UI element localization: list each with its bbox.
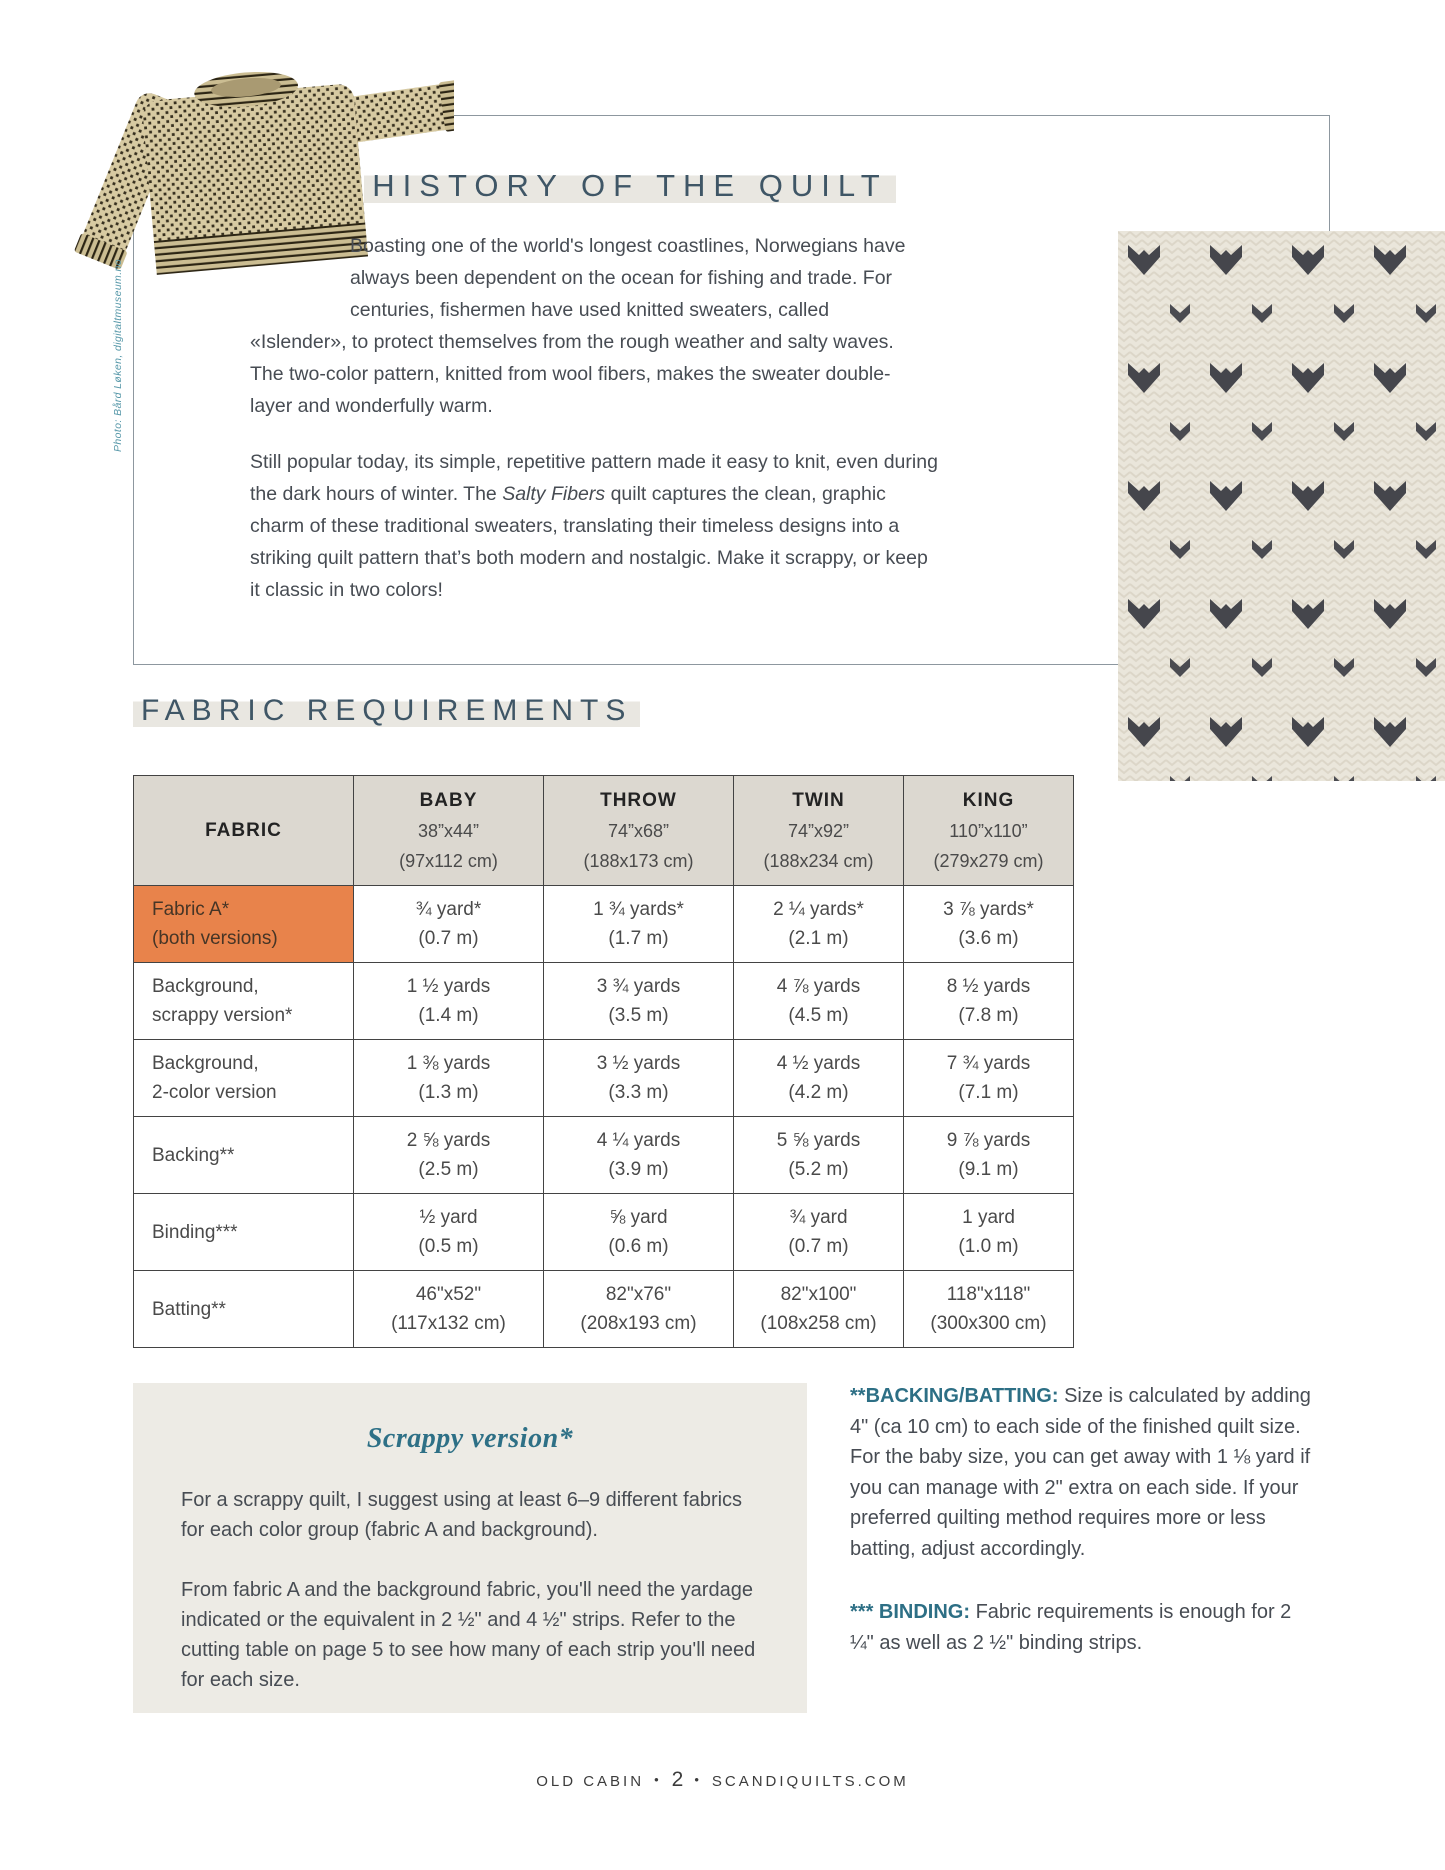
footnotes [850, 1381, 1318, 1658]
cell-value: ½ yard [419, 1207, 478, 1228]
column-size: 74”x92” [787, 820, 850, 841]
column-metric: (188x173 cm) [583, 850, 694, 871]
row-label-background-scrappy: Background, scrappy version* [134, 963, 354, 1040]
cell-metric: (7.8 m) [958, 1005, 1019, 1026]
scrappy-version-box [133, 1383, 807, 1713]
table-cell [904, 1194, 1074, 1271]
cell-metric: (3.5 m) [608, 1005, 669, 1026]
footer-separator: • [654, 1772, 662, 1787]
history-paragraph-2-text: Still popular today, its simple, repetitive pattern made it easy to knit, even during the dark hours of winter. The [250, 451, 938, 505]
history-paragraph-2-text-end: quilt captures the clean, graphic charm of these traditional sweaters, translating their timeless designs into a striking quilt pattern that’s both modern and nostalgic. Make it scrappy, or keep it classic in two colors! [250, 483, 928, 601]
cell-value: 82"x100" [780, 1284, 857, 1305]
table-cell [904, 1117, 1074, 1194]
table-cell [734, 886, 904, 963]
cell-value: 2 ⅝ yards [406, 1130, 491, 1151]
page-number: 2 [671, 1768, 685, 1791]
cell-value: 4 ½ yards [776, 1053, 861, 1074]
cell-value: 8 ½ yards [946, 976, 1031, 997]
table-cell [734, 1271, 904, 1348]
column-name: KING [962, 789, 1015, 811]
table-cell [544, 1040, 734, 1117]
table-cell [734, 1117, 904, 1194]
scrappy-paragraph-1: For a scrappy quilt, I suggest using at least 6–9 different fabrics for each color group (fabric A and background). [181, 1489, 743, 1541]
column-size: 110”x110” [949, 820, 1028, 841]
cell-metric: (5.2 m) [788, 1159, 849, 1180]
footer-collection-name: OLD CABIN [536, 1773, 645, 1790]
text-wrap-spacer [250, 230, 350, 318]
cell-metric: (4.5 m) [788, 1005, 849, 1026]
cell-metric: (108x258 cm) [760, 1313, 877, 1334]
cell-value: 4 ¼ yards [596, 1130, 681, 1151]
table-row-background-2color [134, 1040, 1074, 1117]
binding-text: Fabric requirements is enough for 2 ¼" as well as 2 ½" binding strips. [850, 1601, 1292, 1654]
table-cell [734, 1194, 904, 1271]
cell-value: 1 ½ yards [406, 976, 491, 997]
cell-value: 46"x52" [415, 1284, 482, 1305]
cell-value: 1 ¾ yards* [593, 899, 684, 920]
table-cell [734, 1040, 904, 1117]
row-label-batting: Batting** [134, 1271, 354, 1348]
table-cell [354, 1117, 544, 1194]
footer-website: SCANDIQUILTS.COM [711, 1773, 909, 1790]
cell-metric: (9.1 m) [958, 1159, 1019, 1180]
cell-metric: (2.1 m) [788, 928, 849, 949]
cell-metric: (0.5 m) [418, 1236, 479, 1257]
history-paragraph-1 [250, 230, 928, 422]
cell-value: 82"x76" [605, 1284, 672, 1305]
fabric-requirements-heading [133, 694, 640, 728]
table-row-fabric-a [134, 886, 1074, 963]
column-name: TWIN [792, 789, 845, 811]
fabric-requirements-heading-text: FABRIC REQUIREMENTS [133, 694, 640, 727]
column-header-baby [354, 776, 544, 886]
cell-metric: (300x300 cm) [930, 1313, 1047, 1334]
cell-metric: (0.7 m) [788, 1236, 849, 1257]
table-row-batting [134, 1271, 1074, 1348]
column-metric: (279x279 cm) [933, 850, 1044, 871]
cell-value: ¾ yard* [415, 899, 482, 920]
cell-metric: (4.2 m) [788, 1082, 849, 1103]
footer-separator: • [694, 1772, 702, 1787]
history-title [350, 168, 910, 204]
knit-pattern-photo [1118, 231, 1445, 781]
column-header-king [904, 776, 1074, 886]
knit-pattern-illustration [1118, 231, 1445, 781]
cell-value: 4 ⅞ yards [776, 976, 861, 997]
cell-value: ¾ yard [789, 1207, 848, 1228]
cell-metric: (3.6 m) [958, 928, 1019, 949]
row-label-binding: Binding*** [134, 1194, 354, 1271]
cell-value: 7 ¾ yards [946, 1053, 1031, 1074]
column-name: BABY [419, 789, 478, 811]
table-cell [354, 886, 544, 963]
backing-batting-text: Size is calculated by adding 4" (ca 10 cm) to each side of the finished quilt size. For the baby size, you can get away with 1 ⅛ yard if you can manage with 2" extra on each side. If your preferred quilting method requires more or less batting, adjust accordingly. [850, 1385, 1311, 1560]
row-label-fabric-a: Fabric A* (both versions) [134, 886, 354, 963]
table-cell [354, 1194, 544, 1271]
cell-metric: (1.3 m) [418, 1082, 479, 1103]
cell-value: 1 ⅜ yards [406, 1053, 491, 1074]
column-name: FABRIC [205, 819, 282, 841]
table-cell [354, 1040, 544, 1117]
cell-metric: (1.7 m) [608, 928, 669, 949]
history-title-text: HISTORY OF THE QUILT [364, 168, 895, 203]
cell-metric: (208x193 cm) [580, 1313, 697, 1334]
table-cell [544, 1194, 734, 1271]
photo-credit: Photo: Bård Løken, digitaltmuseum.no [112, 259, 124, 452]
table-cell [544, 1271, 734, 1348]
backing-batting-note [850, 1381, 1318, 1564]
cell-value: 3 ½ yards [596, 1053, 681, 1074]
scrappy-paragraph-2: From fabric A and the background fabric, you'll need the yardage indicated or the equivalent in 2 ½" and 4 ½" strips. Refer to the cutting table on page 5 to see how many of each strip you'll need for each size. [181, 1579, 756, 1691]
table-cell [734, 963, 904, 1040]
column-metric: (97x112 cm) [399, 850, 498, 871]
column-metric: (188x234 cm) [763, 850, 874, 871]
cell-value: 3 ⅞ yards* [943, 899, 1034, 920]
page-footer [0, 1768, 1445, 1792]
table-cell [544, 963, 734, 1040]
backing-batting-label: **BACKING/BATTING: [850, 1385, 1059, 1407]
column-header-twin [734, 776, 904, 886]
cell-value: 9 ⅞ yards [946, 1130, 1031, 1151]
history-paragraph-1-text: Boasting one of the world's longest coastlines, Norwegians have always been dependent on the ocean for fishing and trade. For centuries, fishermen have used knitted sweaters, called «Islender», to protect themselves from the rough weather and salty waves. The two-color pattern, knitted from wool fibers, makes the sweater double-layer and wonderfully warm. [250, 235, 906, 417]
table-cell [544, 1117, 734, 1194]
column-header-throw [544, 776, 734, 886]
cell-value: ⅝ yard [609, 1207, 668, 1228]
cell-metric: (117x132 cm) [391, 1313, 506, 1334]
history-paragraph-2 [250, 446, 942, 606]
cell-metric: (1.4 m) [418, 1005, 479, 1026]
cell-metric: (3.3 m) [608, 1082, 669, 1103]
table-header-row [134, 776, 1074, 886]
table-cell [354, 963, 544, 1040]
cell-metric: (2.5 m) [418, 1159, 479, 1180]
cell-metric: (0.7 m) [418, 928, 479, 949]
table-cell [544, 886, 734, 963]
table-cell [904, 963, 1074, 1040]
table-row-binding [134, 1194, 1074, 1271]
cell-metric: (7.1 m) [958, 1082, 1019, 1103]
column-size: 74”x68” [607, 820, 670, 841]
column-header-fabric [134, 776, 354, 886]
column-name: THROW [600, 789, 677, 811]
table-row-backing [134, 1117, 1074, 1194]
cell-value: 5 ⅝ yards [776, 1130, 861, 1151]
binding-label: *** BINDING: [850, 1601, 971, 1623]
row-label-background-2color: Background, 2-color version [134, 1040, 354, 1117]
cell-value: 2 ¼ yards* [773, 899, 864, 920]
table-cell [904, 1271, 1074, 1348]
quilt-name-italic: Salty Fibers [502, 483, 606, 505]
cell-metric: (1.0 m) [958, 1236, 1019, 1257]
column-size: 38”x44” [417, 820, 480, 841]
cell-value: 3 ¾ yards [596, 976, 681, 997]
table-cell [904, 886, 1074, 963]
cell-value: 1 yard [962, 1207, 1015, 1228]
binding-note [850, 1597, 1318, 1658]
row-label-backing: Backing** [134, 1117, 354, 1194]
fabric-requirements-table [133, 775, 1074, 1348]
cell-value: 118"x118" [946, 1284, 1031, 1305]
table-cell [354, 1271, 544, 1348]
cell-metric: (0.6 m) [608, 1236, 669, 1257]
table-row-background-scrappy [134, 963, 1074, 1040]
table-cell [904, 1040, 1074, 1117]
cell-metric: (3.9 m) [608, 1159, 669, 1180]
scrappy-version-title: Scrappy version* [366, 1423, 574, 1454]
